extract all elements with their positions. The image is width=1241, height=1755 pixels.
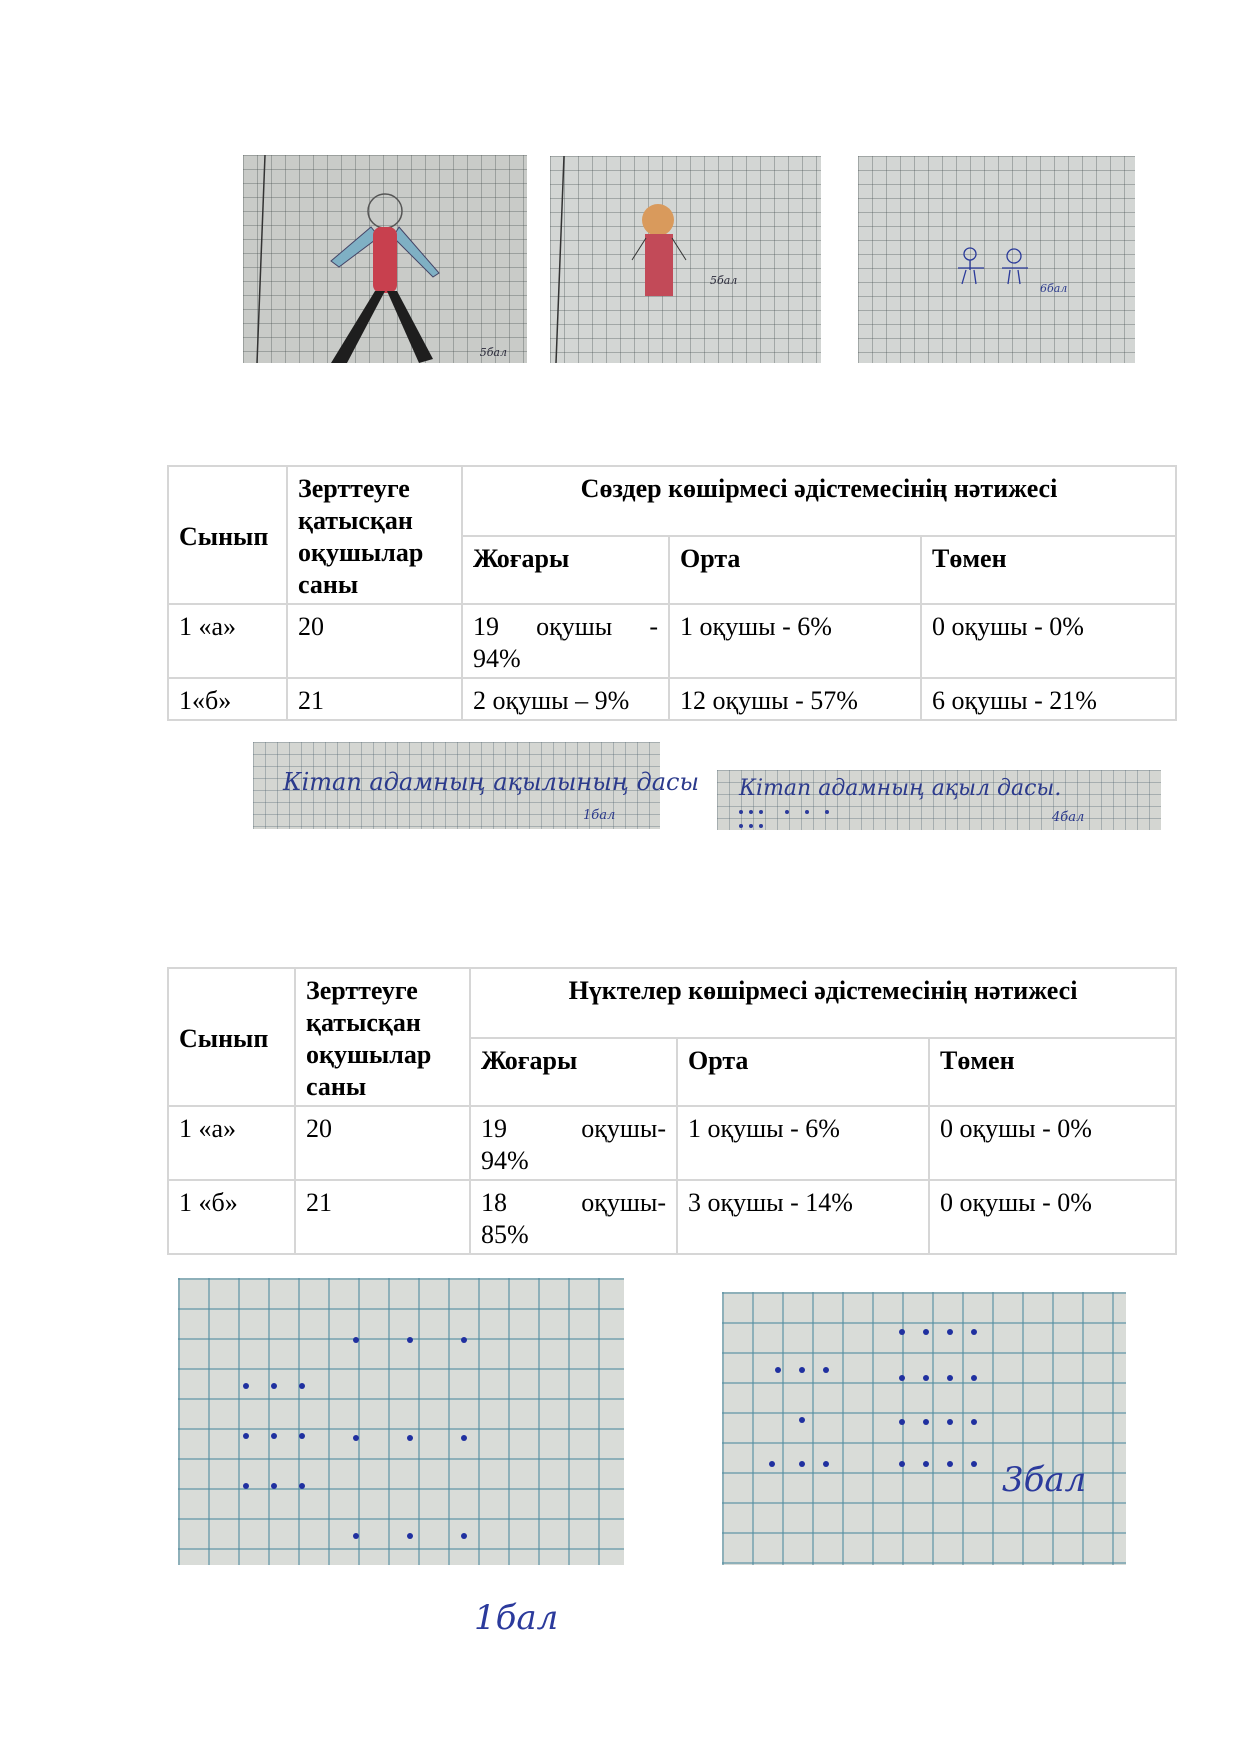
cell-high bbox=[470, 1106, 677, 1180]
cell-class: 1 «б» bbox=[168, 1180, 295, 1254]
header-mid: Орта bbox=[669, 536, 921, 604]
cell-count: 21 bbox=[295, 1180, 470, 1254]
header-mid: Орта bbox=[677, 1038, 929, 1106]
high-percent: 85% bbox=[481, 1220, 529, 1249]
high-count: 18 bbox=[481, 1188, 507, 1217]
table-row bbox=[168, 1180, 1176, 1254]
cell-low: 0 оқушы - 0% bbox=[929, 1106, 1176, 1180]
dots-photo-2 bbox=[722, 1292, 1126, 1565]
dots-copy-results-table bbox=[167, 967, 1177, 1255]
handwritten-sentence: Кітап адамның ақылының дасы bbox=[283, 768, 699, 796]
drawing-photo-1 bbox=[243, 155, 527, 363]
cell-mid: 12 оқушы - 57% bbox=[669, 678, 921, 720]
header-low: Төмен bbox=[929, 1038, 1176, 1106]
header-group-title: Сөздер көшірмесі әдістемесінің нәтижесі bbox=[462, 466, 1176, 536]
cell-low: 6 оқушы - 21% bbox=[921, 678, 1176, 720]
cell-mid: 3 оқушы - 14% bbox=[677, 1180, 929, 1254]
header-group-title: Нүктелер көшірмесі әдістемесінің нәтижесі bbox=[470, 968, 1176, 1038]
dots-score: 1бал bbox=[474, 1598, 559, 1638]
high-unit: оқушы bbox=[536, 612, 613, 641]
table-row bbox=[168, 1106, 1176, 1180]
words-copy-results-table bbox=[167, 465, 1177, 721]
handwriting-photo-2 bbox=[717, 770, 1161, 830]
cell-count: 20 bbox=[295, 1106, 470, 1180]
dot-pattern bbox=[178, 1278, 624, 1565]
header-participants: Зерттеуге қатысқан оқушылар саны bbox=[287, 466, 462, 604]
handwriting-photo-1 bbox=[253, 742, 699, 829]
cell-count: 21 bbox=[287, 678, 462, 720]
cell-count: 20 bbox=[287, 604, 462, 678]
dot-pattern bbox=[722, 1292, 1126, 1565]
header-class: Сынып bbox=[168, 968, 295, 1106]
high-unit: оқушы- bbox=[581, 1114, 666, 1143]
cell-low: 0 оқушы - 0% bbox=[921, 604, 1176, 678]
person-drawing-illustration bbox=[550, 156, 821, 363]
table-row bbox=[168, 604, 1176, 678]
cell-class: 1 «а» bbox=[168, 1106, 295, 1180]
header-high: Жоғары bbox=[462, 536, 669, 604]
cell-class: 1 «а» bbox=[168, 604, 287, 678]
handwriting-score: 4бал bbox=[1052, 810, 1085, 825]
header-high: Жоғары bbox=[470, 1038, 677, 1106]
header-class: Сынып bbox=[168, 466, 287, 604]
drawing-score: 6бал bbox=[1040, 282, 1068, 295]
cell-class: 1«б» bbox=[168, 678, 287, 720]
cell-high bbox=[470, 1180, 677, 1254]
header-participants: Зерттеуге қатысқан оқушылар саны bbox=[295, 968, 470, 1106]
table-row bbox=[168, 678, 1176, 720]
drawing-score: 5бал bbox=[710, 274, 738, 287]
handwritten-sentence: Кітап адамның ақыл дасы. bbox=[739, 776, 1062, 801]
cell-mid: 1 оқушы - 6% bbox=[669, 604, 921, 678]
drawing-photo-2 bbox=[550, 156, 821, 363]
high-count: 19 bbox=[481, 1114, 507, 1143]
cell-mid: 1 оқушы - 6% bbox=[677, 1106, 929, 1180]
high-percent: 94% bbox=[481, 1146, 529, 1175]
cell-high: 2 оқушы – 9% bbox=[462, 678, 669, 720]
person-drawing-illustration bbox=[243, 155, 527, 363]
header-low: Төмен bbox=[921, 536, 1176, 604]
high-count: 19 bbox=[473, 612, 499, 641]
handwriting-score: 1бал bbox=[583, 808, 616, 823]
dot-marks bbox=[717, 770, 1161, 830]
high-unit: оқушы- bbox=[581, 1188, 666, 1217]
people-drawing-illustration bbox=[858, 156, 1135, 363]
dots-photo-1 bbox=[178, 1278, 624, 1638]
cell-high bbox=[462, 604, 669, 678]
drawing-score: 5бал bbox=[479, 346, 507, 359]
high-percent: 94% bbox=[473, 644, 521, 673]
dots-score: 3бал bbox=[1002, 1460, 1087, 1500]
drawing-photo-3 bbox=[858, 156, 1135, 363]
cell-low: 0 оқушы - 0% bbox=[929, 1180, 1176, 1254]
high-dash: - bbox=[649, 612, 658, 641]
